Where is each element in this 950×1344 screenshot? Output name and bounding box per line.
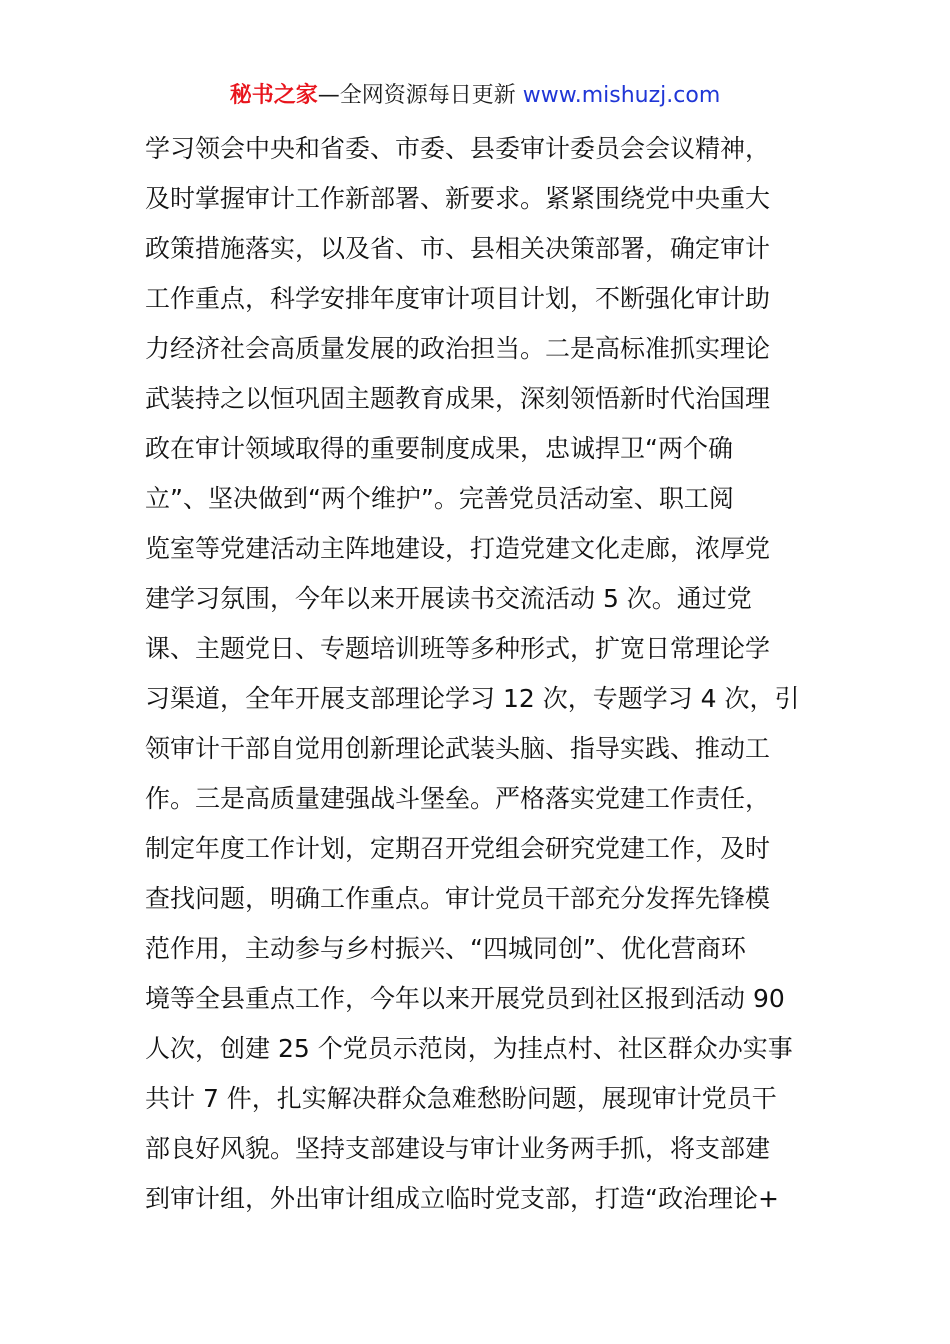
site-brand: 秘书之家 xyxy=(229,83,318,108)
body-line: 作。三是高质量建强战斗堡垒。严格落实党建工作责任， xyxy=(145,784,771,813)
site-header xyxy=(0,80,950,112)
body-line: 工作重点，科学安排年度审计项目计划，不断强化审计助 xyxy=(145,284,771,313)
body-line: 政在审计领域取得的重要制度成果，忠诚捍卫“两个确 xyxy=(145,434,733,463)
body-line: 学习领会中央和省委、市委、县委审计委员会会议精神， xyxy=(145,134,771,163)
body-line: 及时掌握审计工作新部署、新要求。紧紧围绕党中央重大 xyxy=(145,184,771,213)
body-line: 共计 7 件，扎实解决群众急难愁盼问题，展现审计党员干 xyxy=(145,1084,777,1113)
body-line: 境等全县重点工作，今年以来开展党员到社区报到活动 90 xyxy=(145,984,785,1013)
body-line: 课、主题党日、专题培训班等多种形式，扩宽日常理论学 xyxy=(145,634,771,663)
site-tagline: —全网资源每日更新 xyxy=(317,83,516,108)
body-line: 制定年度工作计划，定期召开党组会研究党建工作，及时 xyxy=(145,834,771,863)
body-line: 习渠道，全年开展支部理论学习 12 次，专题学习 4 次，引 xyxy=(145,684,800,713)
body-line: 查找问题，明确工作重点。审计党员干部充分发挥先锋模 xyxy=(145,884,771,913)
body-line: 到审计组，外出审计组成立临时党支部，打造“政治理论+ xyxy=(145,1184,779,1213)
body-line: 建学习氛围，今年以来开展读书交流活动 5 次。通过党 xyxy=(145,584,752,613)
site-url-link[interactable]: www.mishuzj.com xyxy=(522,83,721,108)
body-line: 部良好风貌。坚持支部建设与审计业务两手抓，将支部建 xyxy=(145,1134,771,1163)
document-body xyxy=(145,124,815,1224)
body-line: 人次，创建 25 个党员示范岗，为挂点村、社区群众办实事 xyxy=(145,1034,793,1063)
body-line: 政策措施落实，以及省、市、县相关决策部署，确定审计 xyxy=(145,234,771,263)
body-line: 武装持之以恒巩固主题教育成果，深刻领悟新时代治国理 xyxy=(145,384,771,413)
body-line: 领审计干部自觉用创新理论武装头脑、指导实践、推动工 xyxy=(145,734,771,763)
body-line: 览室等党建活动主阵地建设，打造党建文化走廊，浓厚党 xyxy=(145,534,771,563)
body-line: 立”、坚决做到“两个维护”。完善党员活动室、职工阅 xyxy=(145,484,734,513)
body-line: 力经济社会高质量发展的政治担当。二是高标准抓实理论 xyxy=(145,334,771,363)
body-line: 范作用，主动参与乡村振兴、“四城同创”、优化营商环 xyxy=(145,934,746,963)
